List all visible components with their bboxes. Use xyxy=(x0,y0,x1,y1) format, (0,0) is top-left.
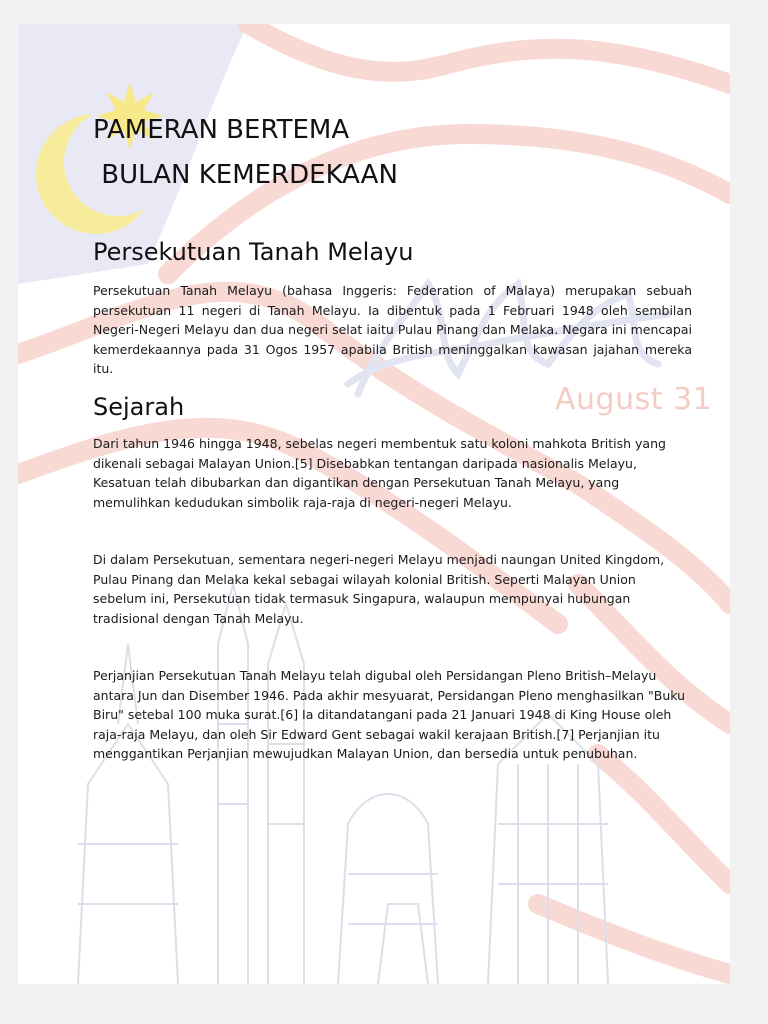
watermark-text: August 31 xyxy=(555,382,713,417)
section-heading-sejarah: Sejarah xyxy=(93,393,185,421)
history-paragraph-1: Dari tahun 1946 hingga 1948, sebelas negeri membentuk satu koloni mahkota British yang dikenali sebagai Malayan Union.[5] Disebabkan tentangan daripada nasionalis Melayu, Kesatuan telah dibubarkan dan digantikan dengan Persekutuan Tanah Melayu, yang memulihkan kedudukan simbolik raja-raja di negeri-negeri Melayu. xyxy=(93,436,666,510)
section-paragraph: Persekutuan Tanah Melayu (bahasa Inggeris: Federation of Malaya) merupakan sebuah persekutuan 11 negeri di Tanah Melayu. Ia dibentuk pada 1 Februari 1948 oleh sembilan Negeri-Negeri Melayu dan dua negeri selat iaitu Pulau Pinang dan Melaka. Negara ini mencapai kemerdekaannya pada 31 Ogos 1957 apabila British meninggalkan kawasan jajahan mereka itu. xyxy=(93,283,692,376)
document-page xyxy=(18,24,730,984)
history-paragraph-3: Perjanjian Persekutuan Tanah Melayu telah digubal oleh Persidangan Pleno British–Melayu antara Jun dan Disember 1946. Pada akhir mesyuarat, Persidangan Pleno menghasilkan "Buku Biru" setebal 100 muka surat.[6] Ia ditandatangani pada 21 Januari 1948 di King House oleh raja-raja Melayu, dan oleh Sir Edward Gent sebagai wakil kerajaan British.[7] Perjanjian itu menggantikan Perjanjian mewujudkan Malayan Union, dan bersedia untuk penubuhan. xyxy=(93,668,686,761)
history-paragraph-2: Di dalam Persekutuan, sementara negeri-negeri Melayu menjadi naungan United Kingdom, Pulau Pinang dan Melaka kekal sebagai wilayah kolonial British. Seperti Malayan Union sebelum ini, Persekutuan tidak termasuk Singapura, walaupun mempunyai hubungan tradisional dengan Tanah Melayu. xyxy=(93,552,665,626)
section-heading-persekutuan: Persekutuan Tanah Melayu xyxy=(93,238,414,266)
page-title-line2: BULAN KEMERDEKAAN xyxy=(93,160,398,190)
page-title-line1: PAMERAN BERTEMA xyxy=(93,115,350,145)
